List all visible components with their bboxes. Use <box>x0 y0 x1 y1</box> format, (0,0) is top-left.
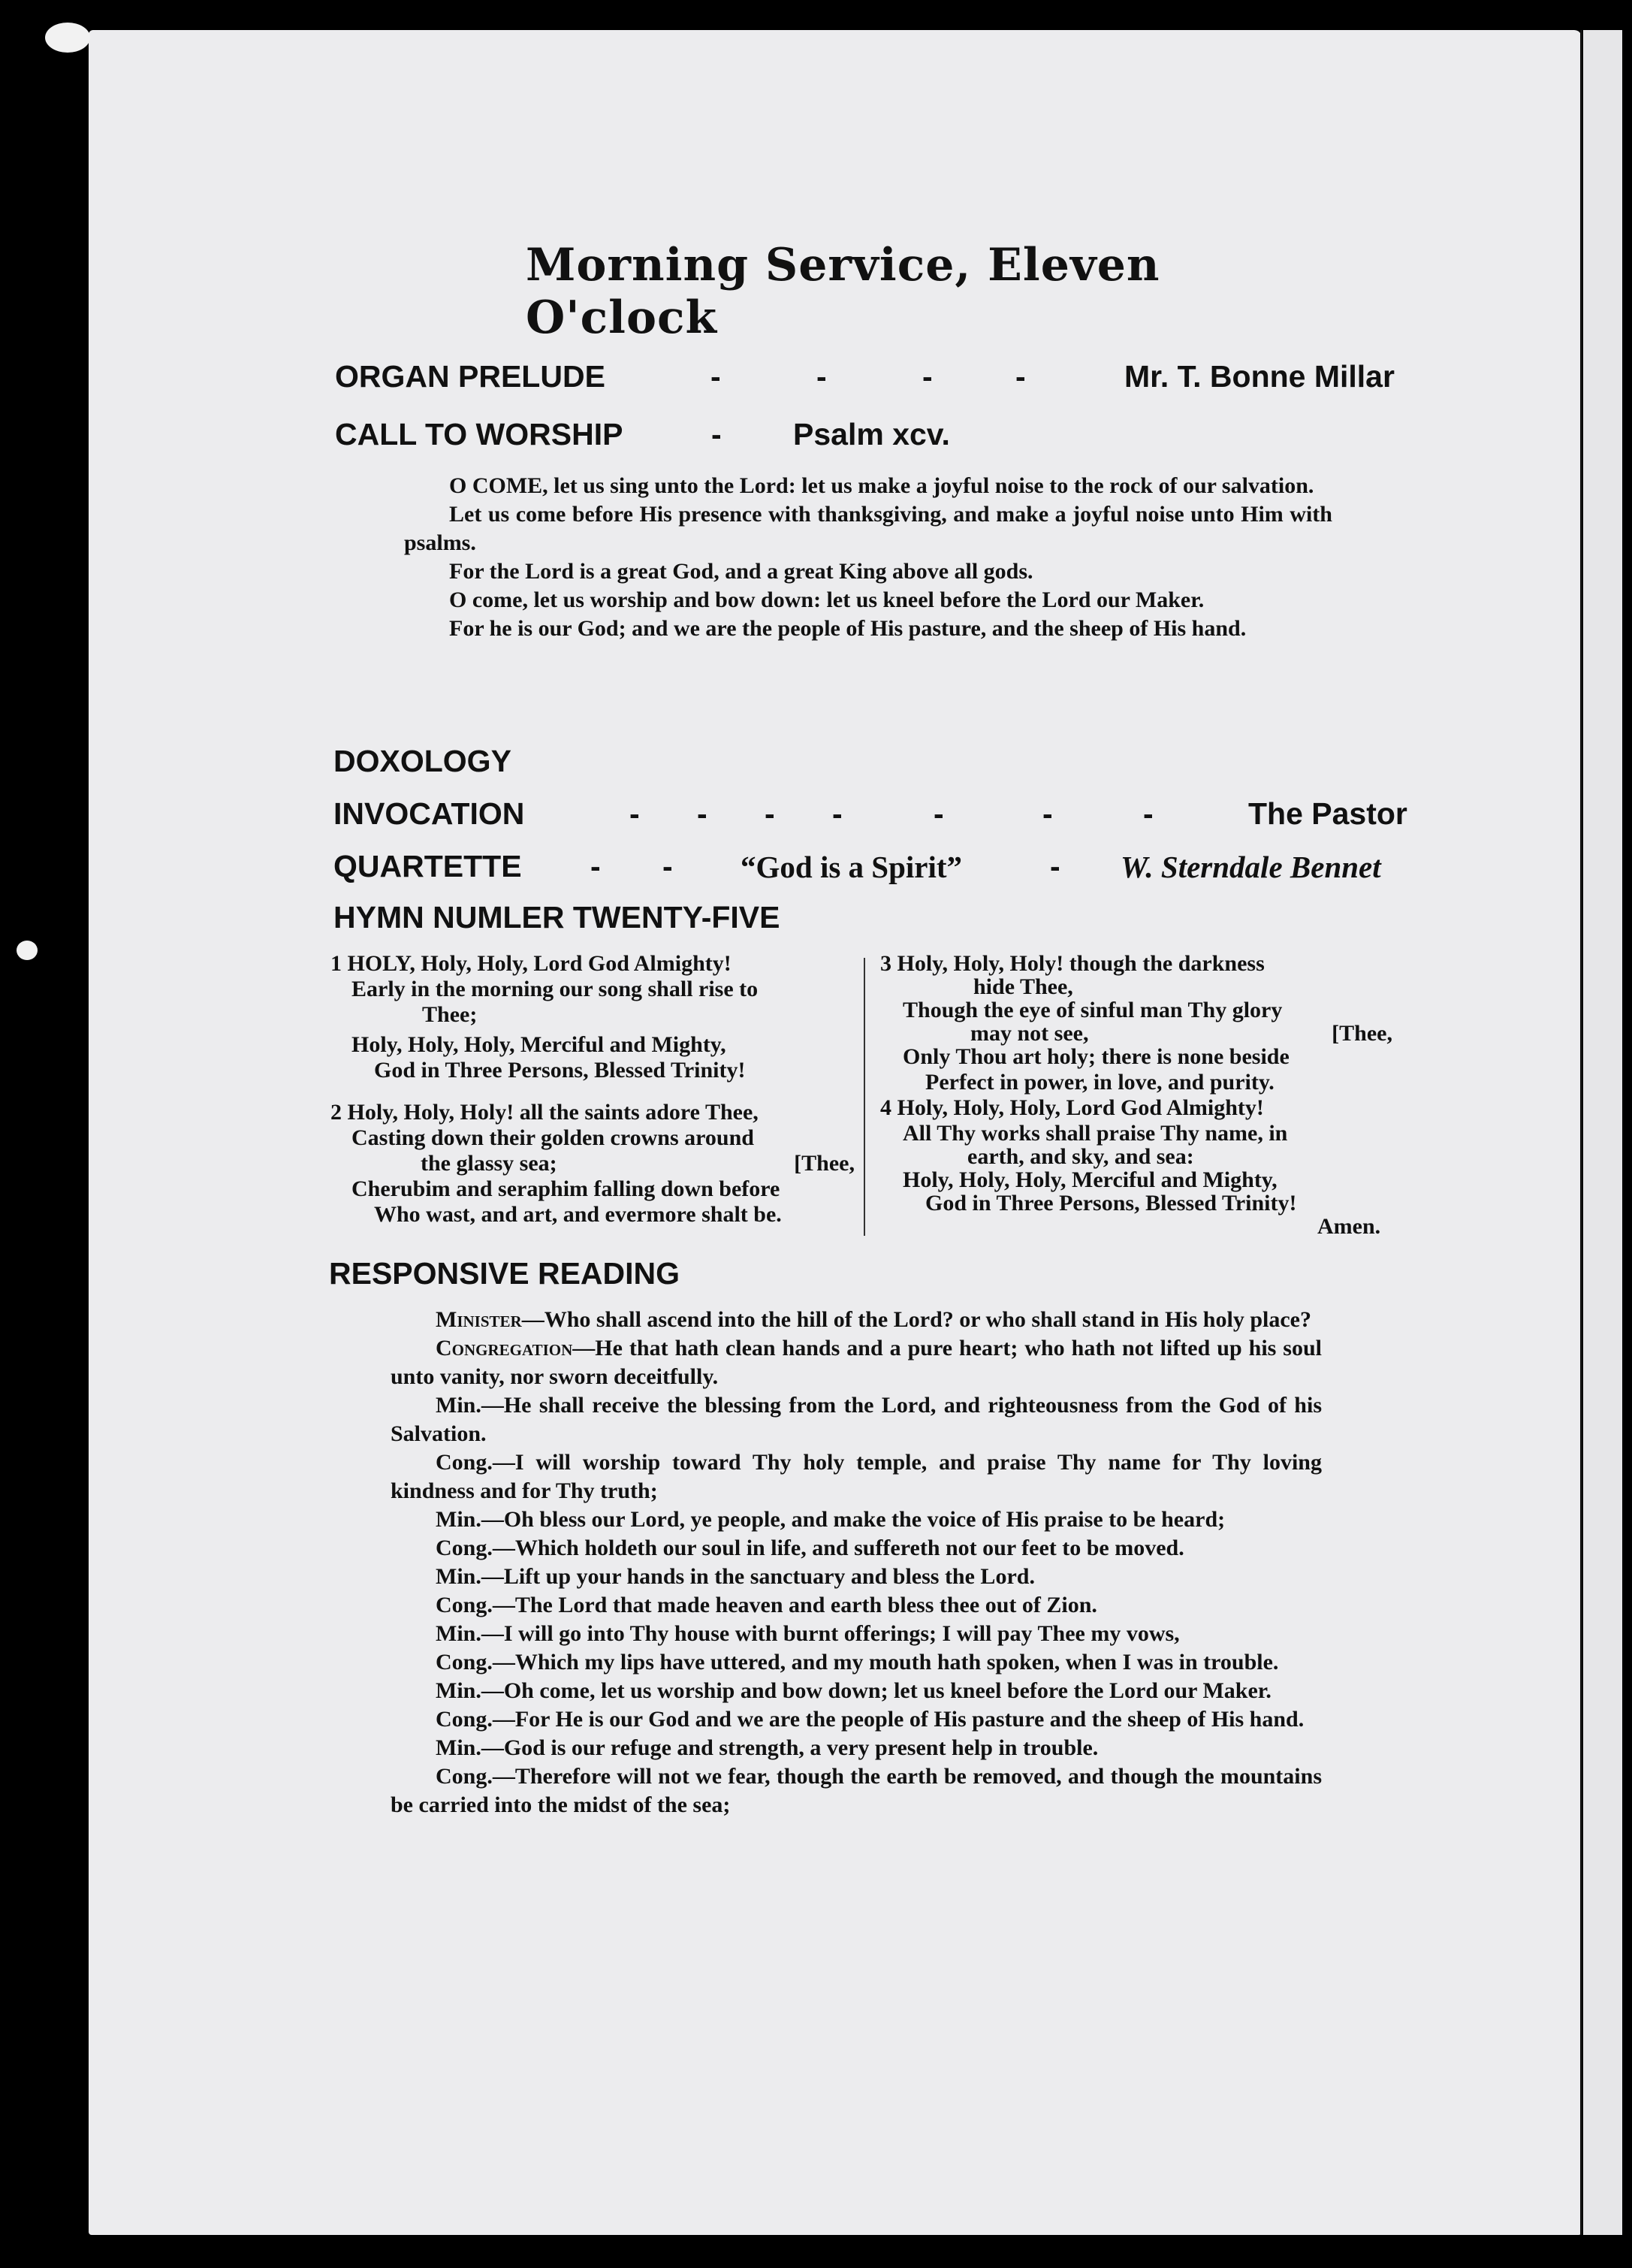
reading-line <box>391 1334 1322 1391</box>
invocation-label: INVOCATION <box>333 796 525 831</box>
hymn-line: 4 Holy, Holy, Holy, Lord God Almighty! <box>880 1095 1264 1120</box>
reading-line: Min.—I will go into Thy house with burnt offerings; I will pay Thee my vows, <box>436 1621 1180 1646</box>
leader-dash: - <box>1143 796 1154 831</box>
reading-line <box>391 1306 1322 1334</box>
hymn-line: Early in the morning our song shall rise to <box>351 977 759 1001</box>
hymn-title: HYMN NUMLER TWENTY-FIVE <box>333 900 780 935</box>
psalm-verse: O COME, let us sing unto the Lord: let us make a joyful noise to the rock of our salvation. <box>449 473 1314 498</box>
quartette-composer: W. Sterndale Bennet <box>1121 850 1381 884</box>
organ-prelude-label: ORGAN PRELUDE <box>335 359 605 394</box>
reading-line: Min.—God is our refuge and strength, a very present help in trouble. <box>436 1735 1099 1760</box>
hymn-line: God in Three Persons, Blessed Trinity! <box>925 1191 1297 1216</box>
page-title: Morning Service, Eleven O'clock <box>526 239 1160 344</box>
reading-text: —He that hath clean hands and a pure heart; who hath not lifted up his soul unto vanity, nor sworn deceitfully. <box>391 1336 1322 1389</box>
leader-dash: - <box>922 359 933 394</box>
reading-line: Cong.—Therefore will not we fear, though the earth be removed, and though the mountains be carried into the midst of the sea; <box>391 1764 1322 1817</box>
quartette-piece: “God is a Spirit” <box>741 850 963 884</box>
leader-dash: - <box>765 796 775 831</box>
speaker-label: Congregation <box>436 1336 573 1360</box>
reading-line: Cong.—Which my lips have uttered, and my mouth hath spoken, when I was in trouble. <box>436 1650 1279 1675</box>
leader-dash: - <box>1042 796 1053 831</box>
psalm-reference: Psalm xcv. <box>793 417 950 451</box>
hymn-line: earth, and sky, and sea: <box>967 1144 1194 1169</box>
reading-line: Cong.—I will worship toward Thy holy temple, and praise Thy name for Thy loving kindness and for Thy truth; <box>391 1450 1322 1503</box>
page-divider <box>1580 30 1582 2235</box>
reading-line: Min.—Lift up your hands in the sanctuary and bless the Lord. <box>436 1564 1035 1589</box>
leader-dash: - <box>934 796 944 831</box>
next-page-edge <box>1583 30 1622 2235</box>
reading-line: Cong.—The Lord that made heaven and earth bless thee out of Zion. <box>436 1593 1097 1617</box>
invocation-by: The Pastor <box>1248 796 1407 831</box>
reading-line: Min.—Oh come, let us worship and bow down; let us kneel before the Lord our Maker. <box>436 1678 1272 1703</box>
reading-text: —Who shall ascend into the hill of the Lord? or who shall stand in His holy place? <box>521 1307 1311 1332</box>
hymn-line: Who wast, and art, and evermore shalt be. <box>374 1202 782 1227</box>
hymn-line: Casting down their golden crowns around <box>351 1125 754 1150</box>
psalm-text <box>404 472 1332 643</box>
scan-speck <box>17 941 38 960</box>
leader-dash: - <box>629 796 640 831</box>
leader-dash: - <box>710 359 721 394</box>
call-to-worship-label: CALL TO WORSHIP <box>335 417 623 451</box>
reading-line: Min.—He shall receive the blessing from the Lord, and righteousness from the God of his Salvation. <box>391 1393 1322 1446</box>
hymn-line: [Thee, <box>794 1151 855 1176</box>
hymn-line: 3 Holy, Holy, Holy! though the darkness <box>880 951 1265 976</box>
hymn-line: 2 Holy, Holy, Holy! all the saints adore Thee, <box>330 1100 759 1125</box>
hymn-verse-2 <box>330 1100 855 1228</box>
hymn-line: may not see, <box>970 1021 1089 1046</box>
hymn-line: the glassy sea; <box>421 1151 557 1176</box>
hymn-verse-3 <box>880 951 1392 1095</box>
leader-dash: - <box>662 849 673 883</box>
hymn-line: Amen. <box>1317 1214 1381 1239</box>
leader-dash: - <box>1050 849 1060 883</box>
leader-dash: - <box>697 796 707 831</box>
responsive-reading-text <box>391 1306 1322 1820</box>
hymn-line: Thee; <box>422 1002 478 1027</box>
hymn-verse-4 <box>880 1095 1380 1240</box>
hymn-line: All Thy works shall praise Thy name, in <box>903 1121 1288 1146</box>
leader-dash: - <box>816 359 827 394</box>
hymn-line: 1 HOLY, Holy, Holy, Lord God Almighty! <box>330 951 732 976</box>
hymn-line: Holy, Holy, Holy, Merciful and Mighty, <box>903 1167 1278 1192</box>
reading-line: Cong.—For He is our God and we are the people of His pasture and the sheep of His hand. <box>436 1707 1305 1732</box>
hymn-line: God in Three Persons, Blessed Trinity! <box>374 1058 746 1083</box>
reading-line: Cong.—Which holdeth our soul in life, and suffereth not our feet to be moved. <box>436 1536 1184 1560</box>
doxology-label: DOXOLOGY <box>333 744 511 778</box>
speaker-label: Minister <box>436 1307 522 1332</box>
leader-dash: - <box>711 417 722 451</box>
psalm-verse: O come, let us worship and bow down: let us kneel before the Lord our Maker. <box>449 587 1205 612</box>
hymn-line: Only Thou art holy; there is none beside <box>903 1044 1290 1069</box>
leader-dash: - <box>590 849 601 883</box>
hymn-line: Cherubim and seraphim falling down before <box>351 1176 780 1201</box>
hymn-verse-1 <box>330 951 758 1083</box>
psalm-verse: Let us come before His presence with thanksgiving, and make a joyful noise unto Him with psalms. <box>404 502 1332 555</box>
hymn-line: hide Thee, <box>973 974 1073 999</box>
psalm-verse: For he is our God; and we are the people of His pasture, and the sheep of His hand. <box>449 616 1247 641</box>
leader-dash: - <box>832 796 843 831</box>
leader-dash: - <box>1015 359 1026 394</box>
responsive-reading-title: RESPONSIVE READING <box>329 1256 680 1291</box>
hymn-line: Perfect in power, in love, and purity. <box>925 1070 1275 1095</box>
quartette-label: QUARTETTE <box>333 849 522 883</box>
hymn-line: Though the eye of sinful man Thy glory <box>903 998 1283 1022</box>
column-divider <box>864 958 865 1236</box>
reading-line: Min.—Oh bless our Lord, ye people, and make the voice of His praise to be heard; <box>436 1507 1226 1532</box>
hymn-line: Holy, Holy, Holy, Merciful and Mighty, <box>351 1032 726 1057</box>
hymn-line: [Thee, <box>1332 1021 1392 1046</box>
organ-performer: Mr. T. Bonne Millar <box>1124 359 1395 394</box>
psalm-verse: For the Lord is a great God, and a great King above all gods. <box>449 559 1033 584</box>
scan-speck <box>45 23 90 53</box>
